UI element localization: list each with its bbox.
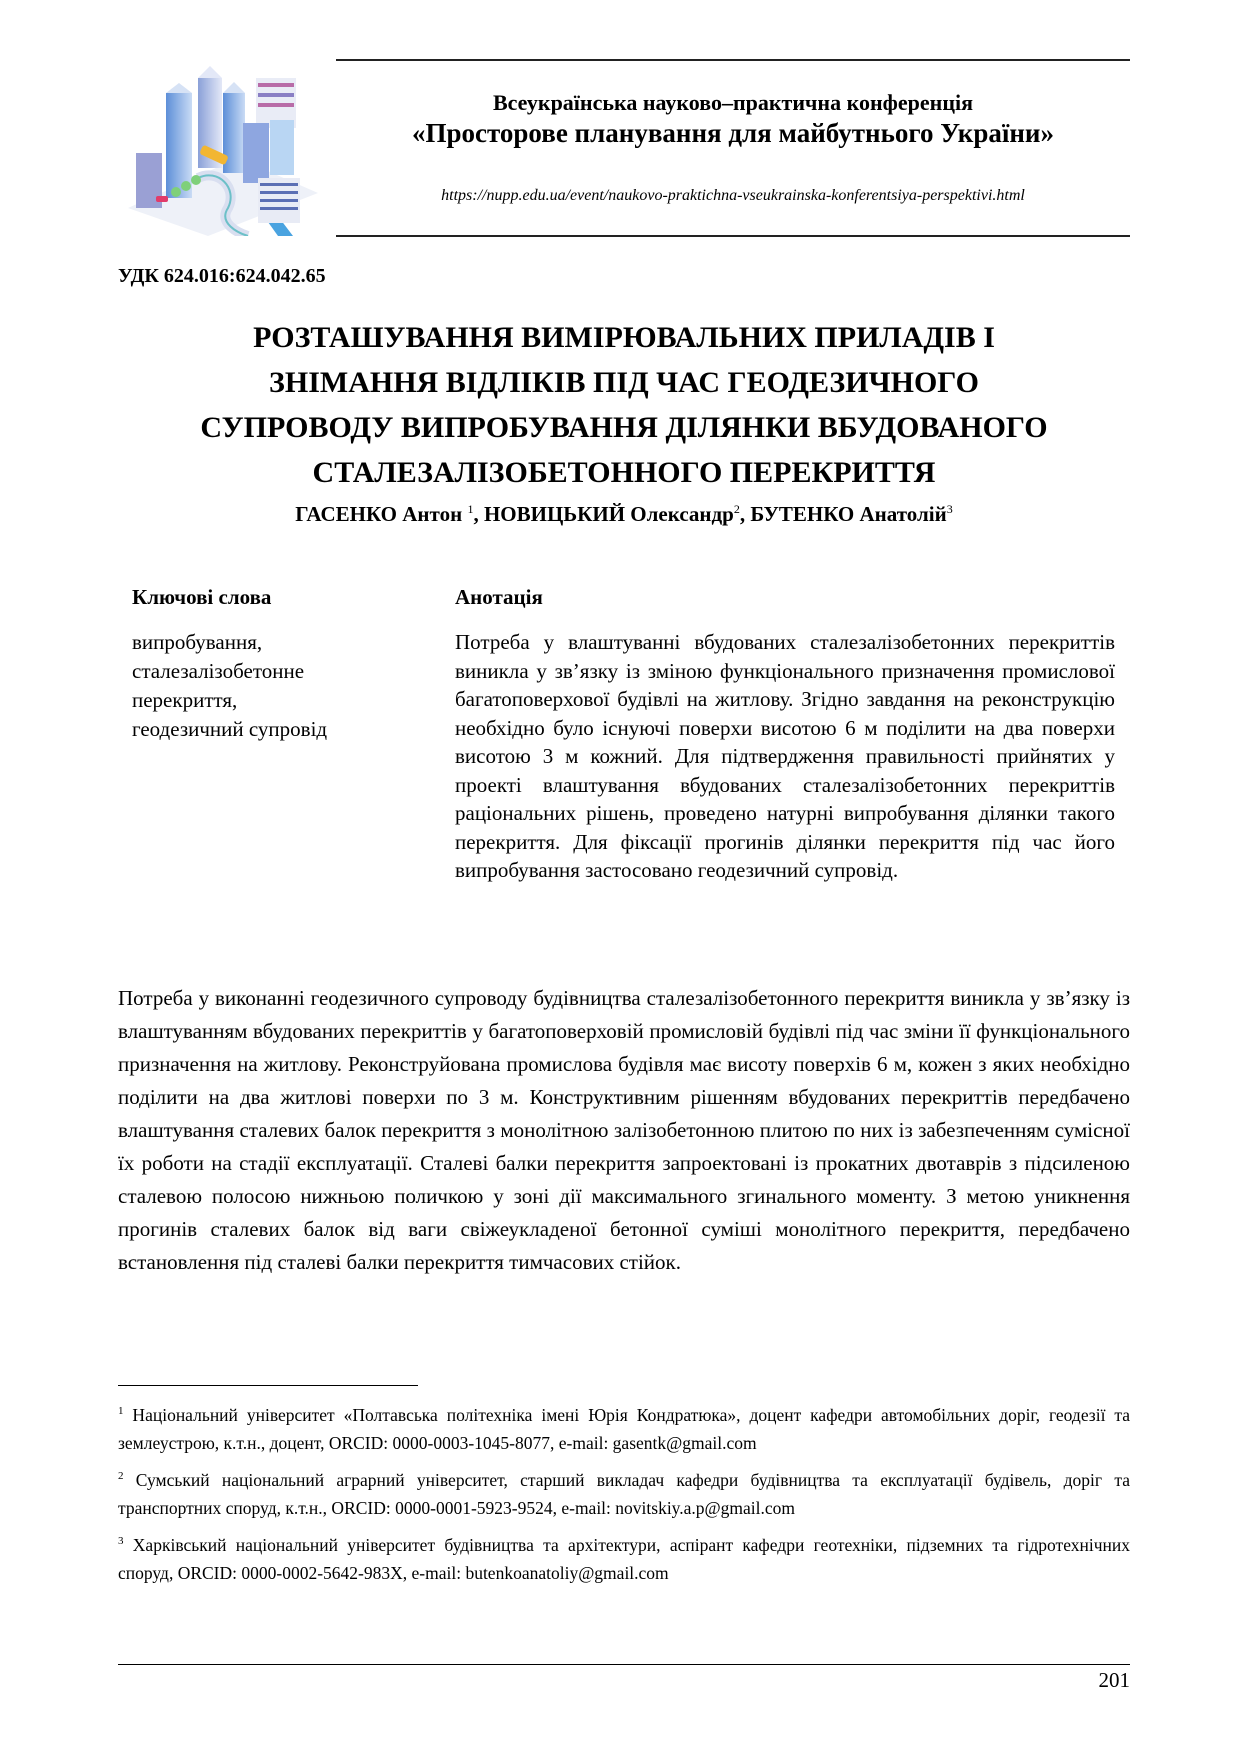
keywords-heading: Ключові слова <box>132 585 272 609</box>
keywords-list <box>132 628 327 744</box>
footnote-separator <box>118 1385 418 1386</box>
keyword-line: випробування, <box>132 630 263 654</box>
udk-code: УДК 624.016:624.042.65 <box>118 265 326 287</box>
title-line: СУПРОВОДУ ВИПРОБУВАННЯ ДІЛЯНКИ ВБУДОВАНОГО <box>200 411 1048 444</box>
footnote-number: 3 <box>118 1535 124 1547</box>
author-name: , НОВИЦЬКИЙ Олександр <box>473 502 734 526</box>
conference-name: Всеукраїнська науково–практична конференція <box>492 90 974 115</box>
author-affiliation-mark[interactable]: 2 <box>733 502 740 516</box>
author-affiliation-mark[interactable]: 1 <box>467 502 474 516</box>
abstract-text: Потреба у влаштуванні вбудованих сталезалізобетонних перекриттів виникла у зв’язку із зміною функціонального призначення промислової багатоповерхової будівлі на житлову. Згідно завдання на реконструкцію необхідно було існуючі поверхи висотою 6 м поділити на два поверхи висотою 3 м кожний. Для підтвердження правильності прийнятих у проекті влаштування вбудованих сталезалізобетонних перекриттів раціональних рішень, проведено натурні випробування ділянки такого перекриття. Для фіксації прогинів ділянки перекриття під час його випробування застосовано геодезичний супровід. <box>455 630 1115 882</box>
body-paragraph: Потреба у виконанні геодезичного супроводу будівництва сталезалізобетонного перекриття виникла у зв’язку із влаштуванням вбудованих перекриттів у багатоповерховій промисловій будівлі під час зміни її функціонального призначення на житлову. Реконструйована промислова будівля має висоту поверхів 6 м, кожен з яких необхідно поділити на два житлові поверхи по 3 м. Конструктивним рішенням вбудованих перекриттів передбачено влаштування сталевих балок перекриття з монолітною залізобетонною плитою по них із забезпеченням сумісної їх роботи на стадії експлуатації. Сталеві балки перекриття запроектовані із прокатних двотаврів з підсиленою сталевою полосою нижньою поличкою у зоні дії максимального згинального моменту. З метою уникнення прогинів сталевих балок від ваги свіжеукладеної бетонної суміші монолітного перекриття, передбачено встановлення під сталеві балки перекриття тимчасових стійок. <box>118 986 1130 1274</box>
paper-title <box>118 315 1130 495</box>
conference-title: «Просторове планування для майбутнього України» <box>411 118 1054 148</box>
header-top-rule <box>336 59 1130 61</box>
footnote-2 <box>118 1462 1130 1522</box>
title-line: ЗНІМАННЯ ВІДЛІКІВ ПІД ЧАС ГЕОДЕЗИЧНОГО <box>269 366 979 399</box>
page-number: 201 <box>1098 1668 1130 1692</box>
footnote-number: 1 <box>118 1405 124 1417</box>
author-affiliation-mark[interactable]: 3 <box>946 502 953 516</box>
author-name: , БУТЕНКО Анатолій <box>739 502 947 526</box>
title-line: СТАЛЕЗАЛІЗОБЕТОННОГО ПЕРЕКРИТТЯ <box>312 456 936 489</box>
abstract-heading: Анотація <box>455 585 543 609</box>
header-bottom-rule <box>336 235 1130 237</box>
keyword-line: геодезичний супровід <box>132 717 328 741</box>
footnote-number: 2 <box>118 1470 124 1482</box>
author-list <box>118 502 1130 527</box>
footnote-1 <box>118 1397 1130 1457</box>
footnote-text: Національний університет «Полтавська політехніка імені Юрія Кондратюка», доцент кафедри автомобільних доріг, геодезії та землеустрою, к.т.н., доцент, ORCID: 0000-0003-1045-8077, e-mail: gasentk@gmail.com <box>118 1404 1130 1453</box>
footer-rule <box>118 1664 1130 1665</box>
title-line: РОЗТАШУВАННЯ ВИМІРЮВАЛЬНИХ ПРИЛАДІВ І <box>253 321 995 354</box>
footnote-3 <box>118 1527 1130 1587</box>
keyword-line: сталезалізобетонне <box>132 659 305 683</box>
footnote-text: Харківський національний університет будівництва та архітектури, аспірант кафедри геотехніки, підземних та гідротехнічних споруд, ORCID: 0000-0002-5642-983X, e-mail: butenkoanatoliy@gmail.com <box>118 1534 1130 1583</box>
city-illustration-icon <box>118 58 318 236</box>
footnote-text: Сумський національний аграрний університет, старший викладач кафедри будівництва та експлуатації будівель, доріг та транспортних споруд, к.т.н., ORCID: 0000-0001-5923-9524, e-mail: novitskiy.a.p@gmail.com <box>118 1469 1130 1518</box>
author-name: ГАСЕНКО Антон <box>295 502 468 526</box>
conference-url[interactable]: https://nupp.edu.ua/event/naukovo-praktichna-vseukrainska-konferentsiya-perspektivi.html <box>441 187 1025 204</box>
keyword-line: перекриття, <box>132 688 238 712</box>
